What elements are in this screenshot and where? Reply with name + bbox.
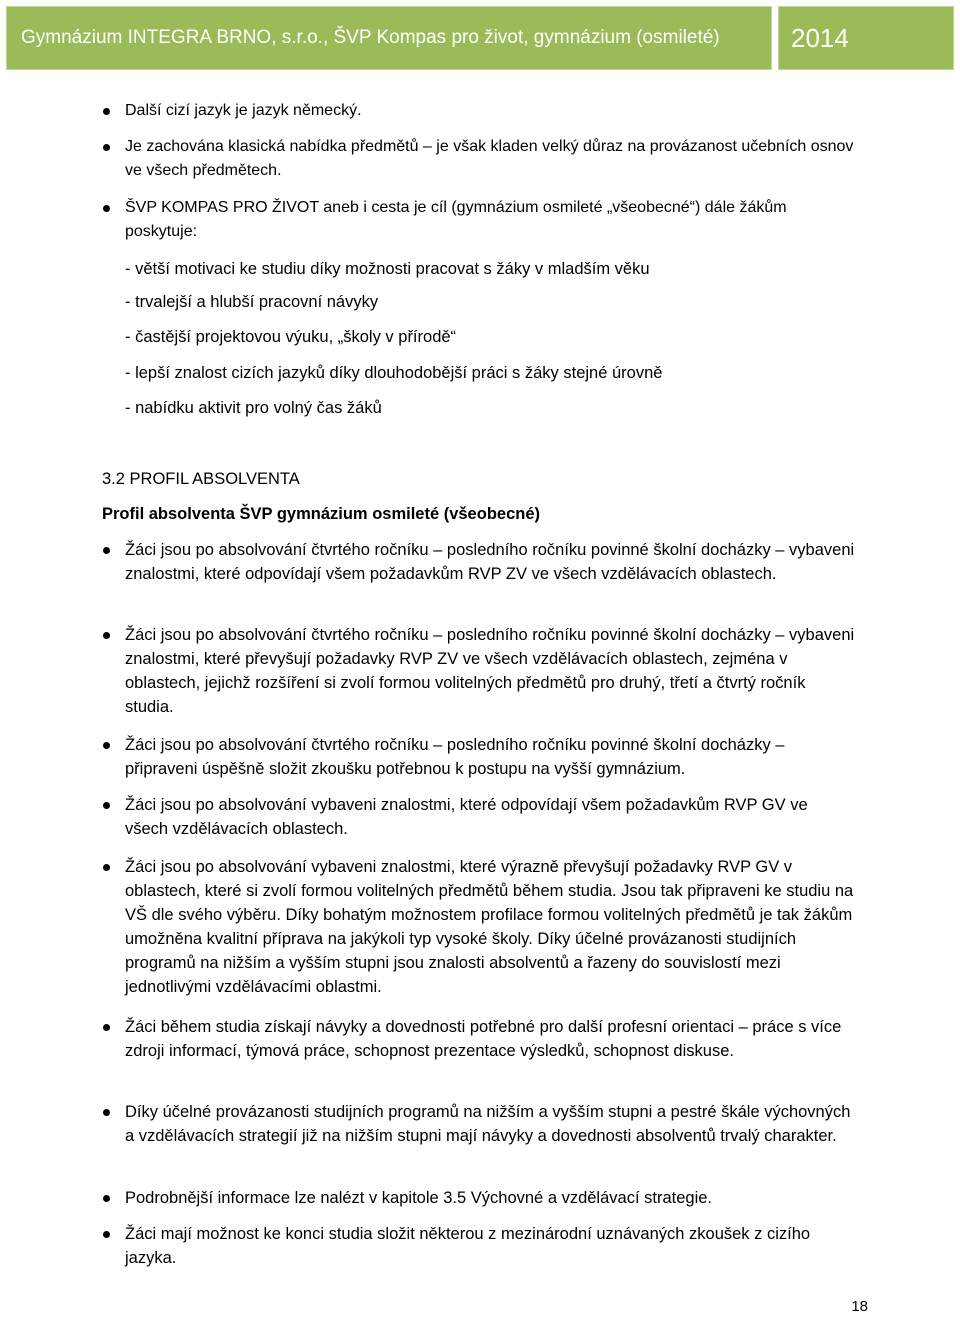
benefit-item: - nabídku aktivit pro volný čas žáků — [125, 399, 382, 417]
benefit-item: - trvalejší a hlubší pracovní návyky — [125, 293, 379, 311]
profile-bullet: Žáci jsou po absolvování čtvrtého ročníku – posledního ročníku povinné školní docházky – vybaveni znalostmi, které převyšují požadavky RVP ZV ve všech vzdělávacích oblastech, zejména v oblastech, jejichž rozšíření si zvolí formou volitelných předmětů pro druhý, třetí a čtvrtý ročník studia. — [125, 623, 855, 719]
intro-bullet: ŠVP KOMPAS PRO ŽIVOT aneb i cesta je cíl (gymnázium osmileté „všeobecné“) dále žákům poskytuje: — [125, 196, 855, 244]
profile-bullet: Žáci mají možnost ke konci studia složit některou z mezinárodní uznávaných zkoušek z cizího jazyka. — [125, 1222, 855, 1270]
header-year: 2014 — [778, 6, 954, 70]
intro-bullet: Další cizí jazyk je jazyk německý. — [125, 99, 855, 123]
benefit-item: - častější projektovou výuku, „školy v přírodě“ — [125, 328, 457, 346]
benefit-item: - lepší znalost cizích jazyků díky dlouhodobější práci s žáky stejné úrovně — [125, 364, 663, 382]
benefit-item: - větší motivaci ke studiu díky možnosti pracovat s žáky v mladším věku — [125, 260, 650, 278]
profile-bullet: Díky účelné provázanosti studijních programů na nižším a vyšším stupni a pestré škále výchovných a vzdělávacích strategií již na nižším stupni mají návyky a dovednosti absolventů trvalý charakter. — [125, 1100, 855, 1148]
intro-bullet: Je zachována klasická nabídka předmětů – je však kladen velký důraz na provázanost učebních osnov ve všech předmětech. — [125, 135, 855, 183]
header-title: Gymnázium INTEGRA BRNO, s.r.o., ŠVP Kompas pro život, gymnázium (osmileté) — [6, 6, 772, 70]
profile-bullet: Žáci jsou po absolvování vybaveni znalostmi, které odpovídají všem požadavkům RVP GV ve všech vzdělávacích oblastech. — [125, 793, 855, 841]
profile-bullet: Žáci jsou po absolvování čtvrtého ročníku – posledního ročníku povinné školní docházky – připraveni úspěšně složit zkoušku potřebnou k postupu na vyšší gymnázium. — [125, 733, 855, 781]
profile-bullet: Žáci jsou po absolvování čtvrtého ročníku – posledního ročníku povinné školní docházky – vybaveni znalostmi, které odpovídají všem požadavkům RVP ZV ve všech vzdělávacích oblastech. — [125, 538, 855, 586]
profile-bullet: Podrobnější informace lze nalézt v kapitole 3.5 Výchovné a vzdělávací strategie. — [125, 1186, 855, 1210]
profile-bullet: Žáci během studia získají návyky a dovednosti potřebné pro další profesní orientaci – práce s více zdroji informací, týmová práce, schopnost prezentace výsledků, schopnost diskuse. — [125, 1015, 855, 1063]
page-number: 18 — [851, 1298, 868, 1315]
section-heading: 3.2 PROFIL ABSOLVENTA — [102, 470, 300, 488]
page-header — [6, 6, 954, 70]
section-subheading: Profil absolventa ŠVP gymnázium osmileté (všeobecné) — [102, 505, 540, 523]
profile-bullet: Žáci jsou po absolvování vybaveni znalostmi, které výrazně převyšují požadavky RVP GV v oblastech, které si zvolí formou volitelných předmětů během studia. Jsou tak připraveni ke studiu na VŠ dle svého výběru. Díky bohatým možnostem profilace formou volitelných předmětů je tak žákům umožněna kvalitní příprava na jakýkoli typ vysoké školy. Díky účelné provázanosti studijních programů na nižším a vyšším stupni jsou znalosti absolventů a řazeny do souvislostí mezi jednotlivými vzdělávacími oblastmi. — [125, 855, 855, 999]
